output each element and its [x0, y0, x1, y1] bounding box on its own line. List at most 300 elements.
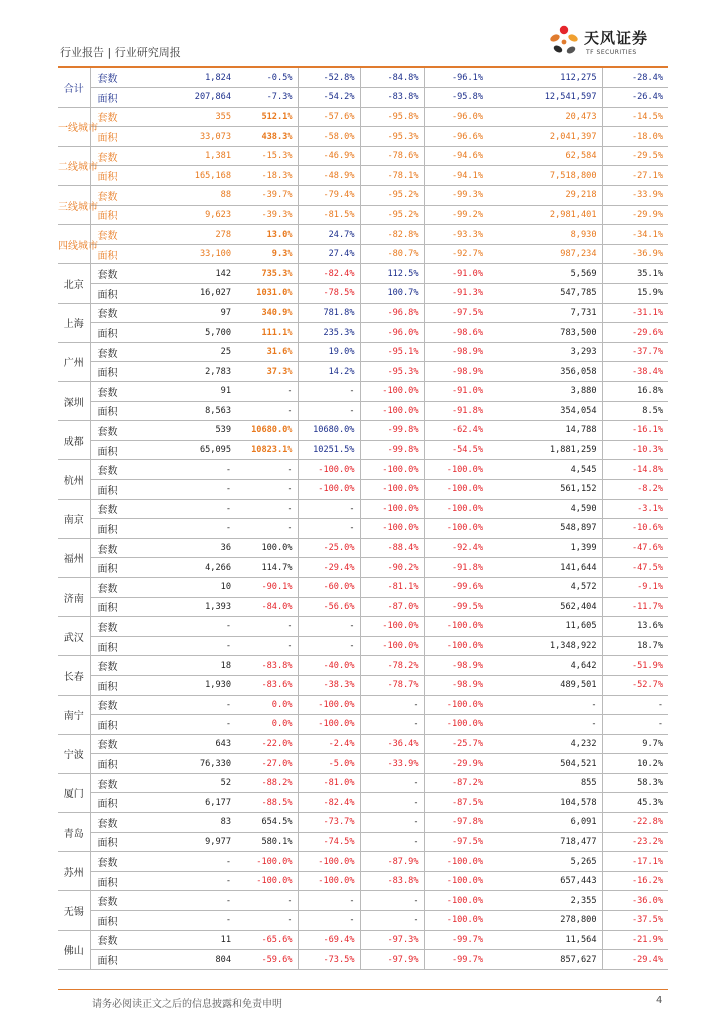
change-cell: - [360, 695, 424, 715]
weekly-volume-cell: - [145, 852, 236, 872]
metric-cell: 面积 [90, 597, 145, 617]
change-cell: 10680.0% [298, 421, 360, 441]
change-cell: -95.2% [360, 205, 424, 225]
change-cell: -99.8% [360, 421, 424, 441]
metric-cell: 套数 [90, 342, 145, 362]
ytd-volume-cell: 1,399 [488, 538, 602, 558]
change-cell: -29.4% [298, 558, 360, 578]
table-row [58, 127, 668, 147]
table-row [58, 68, 668, 88]
ytd-volume-cell: 489,501 [488, 675, 602, 695]
ytd-change-cell: -16.2% [602, 871, 668, 891]
change-cell: - [360, 813, 424, 833]
change-cell: 37.3% [236, 362, 298, 382]
change-cell: 735.3% [236, 264, 298, 284]
ytd-change-cell: 18.7% [602, 636, 668, 656]
change-cell: 9.3% [236, 244, 298, 264]
table-row [58, 186, 668, 206]
ytd-change-cell: -27.1% [602, 166, 668, 186]
metric-cell: 套数 [90, 421, 145, 441]
table-row [58, 205, 668, 225]
ytd-volume-cell: 562,404 [488, 597, 602, 617]
table-row [58, 891, 668, 911]
change-cell: -79.4% [298, 186, 360, 206]
change-cell: -100.0% [424, 891, 488, 911]
weekly-volume-cell: - [145, 636, 236, 656]
change-cell: 438.3% [236, 127, 298, 147]
change-cell: -90.1% [236, 577, 298, 597]
ytd-volume-cell: 783,500 [488, 323, 602, 343]
ytd-change-cell: -52.7% [602, 675, 668, 695]
weekly-volume-cell: 76,330 [145, 754, 236, 774]
ytd-volume-cell: 3,293 [488, 342, 602, 362]
change-cell: -78.6% [360, 146, 424, 166]
table-row [58, 401, 668, 421]
weekly-volume-cell: 355 [145, 107, 236, 127]
change-cell: -100.0% [424, 911, 488, 931]
change-cell: -78.2% [360, 656, 424, 676]
change-cell: -97.9% [360, 950, 424, 970]
ytd-volume-cell: 20,473 [488, 107, 602, 127]
ytd-change-cell: - [602, 695, 668, 715]
table-row [58, 88, 668, 108]
change-cell: -54.5% [424, 440, 488, 460]
change-cell: 340.9% [236, 303, 298, 323]
change-cell: -94.1% [424, 166, 488, 186]
metric-cell: 套数 [90, 773, 145, 793]
change-cell: 1031.0% [236, 284, 298, 304]
ytd-change-cell: -23.2% [602, 832, 668, 852]
change-cell: -7.3% [236, 88, 298, 108]
metric-cell: 面积 [90, 519, 145, 539]
change-cell: -99.8% [360, 440, 424, 460]
table-row [58, 675, 668, 695]
change-cell: -98.6% [424, 323, 488, 343]
change-cell: - [360, 911, 424, 931]
weekly-volume-cell: 5,700 [145, 323, 236, 343]
change-cell: -96.8% [360, 303, 424, 323]
ytd-volume-cell: 4,232 [488, 734, 602, 754]
change-cell: -91.0% [424, 264, 488, 284]
change-cell: -97.5% [424, 832, 488, 852]
ytd-change-cell: -47.5% [602, 558, 668, 578]
report-category: 行业报告 | 行业研究周报 [60, 46, 181, 59]
metric-cell: 套数 [90, 460, 145, 480]
change-cell: -73.5% [298, 950, 360, 970]
ytd-volume-cell: 4,642 [488, 656, 602, 676]
change-cell: -91.0% [424, 382, 488, 402]
ytd-change-cell: -37.5% [602, 911, 668, 931]
metric-cell: 面积 [90, 636, 145, 656]
ytd-volume-cell: 11,564 [488, 930, 602, 950]
table-row [58, 558, 668, 578]
change-cell: - [236, 499, 298, 519]
change-cell: -82.8% [360, 225, 424, 245]
weekly-volume-cell: - [145, 695, 236, 715]
ytd-volume-cell: 4,590 [488, 499, 602, 519]
change-cell: 235.3% [298, 323, 360, 343]
change-cell: -82.4% [298, 793, 360, 813]
ytd-volume-cell: 14,788 [488, 421, 602, 441]
ytd-volume-cell: 504,521 [488, 754, 602, 774]
metric-cell: 面积 [90, 479, 145, 499]
ytd-volume-cell: - [488, 715, 602, 735]
ytd-volume-cell: 657,443 [488, 871, 602, 891]
change-cell: -93.3% [424, 225, 488, 245]
change-cell: -91.8% [424, 558, 488, 578]
change-cell: -18.3% [236, 166, 298, 186]
metric-cell: 套数 [90, 813, 145, 833]
change-cell: -83.6% [236, 675, 298, 695]
change-cell: 100.7% [360, 284, 424, 304]
ytd-volume-cell: 356,058 [488, 362, 602, 382]
ytd-volume-cell: 112,275 [488, 68, 602, 88]
change-cell: -99.7% [424, 950, 488, 970]
ytd-volume-cell: 2,981,401 [488, 205, 602, 225]
ytd-volume-cell: 8,930 [488, 225, 602, 245]
metric-cell: 套数 [90, 68, 145, 88]
change-cell: -58.0% [298, 127, 360, 147]
change-cell: -98.9% [424, 675, 488, 695]
change-cell: -100.0% [424, 636, 488, 656]
change-cell: - [298, 911, 360, 931]
region-cell: 青岛 [58, 813, 90, 852]
change-cell: - [236, 617, 298, 637]
change-cell: - [298, 891, 360, 911]
weekly-volume-cell: - [145, 617, 236, 637]
metric-cell: 面积 [90, 401, 145, 421]
ytd-volume-cell: 4,545 [488, 460, 602, 480]
change-cell: -97.3% [360, 930, 424, 950]
change-cell: -98.9% [424, 342, 488, 362]
change-cell: -36.4% [360, 734, 424, 754]
change-cell: 112.5% [360, 264, 424, 284]
weekly-volume-cell: 25 [145, 342, 236, 362]
change-cell: -99.6% [424, 577, 488, 597]
metric-cell: 面积 [90, 675, 145, 695]
ytd-change-cell: -34.1% [602, 225, 668, 245]
ytd-volume-cell: 6,091 [488, 813, 602, 833]
weekly-volume-cell: 165,168 [145, 166, 236, 186]
table-row [58, 421, 668, 441]
metric-cell: 套数 [90, 382, 145, 402]
table-row [58, 852, 668, 872]
ytd-change-cell: - [602, 715, 668, 735]
change-cell: -100.0% [236, 852, 298, 872]
metric-cell: 面积 [90, 950, 145, 970]
metric-cell: 套数 [90, 538, 145, 558]
table-row [58, 538, 668, 558]
page-number: 4 [656, 995, 663, 1006]
change-cell: 512.1% [236, 107, 298, 127]
metric-cell: 面积 [90, 440, 145, 460]
weekly-volume-cell: - [145, 460, 236, 480]
change-cell: -82.4% [298, 264, 360, 284]
weekly-volume-cell: 1,381 [145, 146, 236, 166]
region-cell: 济南 [58, 577, 90, 616]
change-cell: -91.3% [424, 284, 488, 304]
ytd-change-cell: -3.1% [602, 499, 668, 519]
change-cell: -78.1% [360, 166, 424, 186]
table-row [58, 519, 668, 539]
ytd-volume-cell: 718,477 [488, 832, 602, 852]
change-cell: - [298, 401, 360, 421]
metric-cell: 面积 [90, 832, 145, 852]
table-row [58, 911, 668, 931]
change-cell: -40.0% [298, 656, 360, 676]
metric-cell: 面积 [90, 205, 145, 225]
housing-sales-table [58, 68, 668, 970]
change-cell: -27.0% [236, 754, 298, 774]
change-cell: -100.0% [298, 460, 360, 480]
table-body [58, 68, 668, 969]
change-cell: -90.2% [360, 558, 424, 578]
change-cell: 0.0% [236, 695, 298, 715]
ytd-change-cell: 15.9% [602, 284, 668, 304]
change-cell: - [360, 793, 424, 813]
table-row [58, 695, 668, 715]
ytd-volume-cell: 3,880 [488, 382, 602, 402]
ytd-change-cell: -47.6% [602, 538, 668, 558]
change-cell: 580.1% [236, 832, 298, 852]
table-row [58, 597, 668, 617]
table-row [58, 715, 668, 735]
weekly-volume-cell: 52 [145, 773, 236, 793]
change-cell: -100.0% [360, 636, 424, 656]
region-cell: 厦门 [58, 773, 90, 812]
metric-cell: 面积 [90, 558, 145, 578]
ytd-volume-cell: 354,054 [488, 401, 602, 421]
weekly-volume-cell: 33,100 [145, 244, 236, 264]
weekly-volume-cell: 10 [145, 577, 236, 597]
change-cell: -92.4% [424, 538, 488, 558]
change-cell: -83.8% [360, 88, 424, 108]
change-cell: -74.5% [298, 832, 360, 852]
change-cell: -100.0% [424, 479, 488, 499]
metric-cell: 面积 [90, 284, 145, 304]
metric-cell: 套数 [90, 734, 145, 754]
change-cell: 14.2% [298, 362, 360, 382]
weekly-volume-cell: 91 [145, 382, 236, 402]
table-row [58, 362, 668, 382]
table-row [58, 342, 668, 362]
change-cell: 0.0% [236, 715, 298, 735]
metric-cell: 套数 [90, 264, 145, 284]
disclaimer-text: 请务必阅读正文之后的信息披露和免责申明 [92, 999, 282, 1010]
change-cell: -81.1% [360, 577, 424, 597]
change-cell: 10680.0% [236, 421, 298, 441]
change-cell: -95.3% [360, 127, 424, 147]
change-cell: -100.0% [424, 499, 488, 519]
ytd-volume-cell: 1,881,259 [488, 440, 602, 460]
region-cell: 上海 [58, 303, 90, 342]
region-cell: 苏州 [58, 852, 90, 891]
region-cell: 北京 [58, 264, 90, 303]
ytd-volume-cell: 561,152 [488, 479, 602, 499]
weekly-volume-cell: 97 [145, 303, 236, 323]
change-cell: -97.5% [424, 303, 488, 323]
ytd-change-cell: -8.2% [602, 479, 668, 499]
change-cell: -25.0% [298, 538, 360, 558]
ytd-change-cell: -22.8% [602, 813, 668, 833]
change-cell: -46.9% [298, 146, 360, 166]
page-header [58, 22, 668, 64]
weekly-volume-cell: - [145, 715, 236, 735]
ytd-volume-cell: 548,897 [488, 519, 602, 539]
ytd-volume-cell: 5,265 [488, 852, 602, 872]
change-cell: -54.2% [298, 88, 360, 108]
ytd-volume-cell: 29,218 [488, 186, 602, 206]
change-cell: -88.4% [360, 538, 424, 558]
metric-cell: 套数 [90, 656, 145, 676]
ytd-change-cell: -38.4% [602, 362, 668, 382]
footer-divider [58, 989, 668, 990]
weekly-volume-cell: 11 [145, 930, 236, 950]
metric-cell: 面积 [90, 793, 145, 813]
ytd-change-cell: -29.6% [602, 323, 668, 343]
metric-cell: 套数 [90, 303, 145, 323]
table-row [58, 284, 668, 304]
weekly-volume-cell: 207,864 [145, 88, 236, 108]
table-row [58, 244, 668, 264]
ytd-volume-cell: 12,541,597 [488, 88, 602, 108]
change-cell: -100.0% [424, 852, 488, 872]
ytd-change-cell: -31.1% [602, 303, 668, 323]
change-cell: - [236, 911, 298, 931]
change-cell: -95.8% [360, 107, 424, 127]
change-cell: - [360, 773, 424, 793]
metric-cell: 套数 [90, 891, 145, 911]
weekly-volume-cell: 278 [145, 225, 236, 245]
change-cell: -84.0% [236, 597, 298, 617]
weekly-volume-cell: 16,027 [145, 284, 236, 304]
table-row [58, 382, 668, 402]
table-row [58, 440, 668, 460]
change-cell: 13.0% [236, 225, 298, 245]
weekly-volume-cell: 539 [145, 421, 236, 441]
change-cell: - [298, 499, 360, 519]
ytd-volume-cell: 11,605 [488, 617, 602, 637]
change-cell: -69.4% [298, 930, 360, 950]
change-cell: -96.1% [424, 68, 488, 88]
table-row [58, 460, 668, 480]
ytd-change-cell: -26.4% [602, 88, 668, 108]
change-cell: -100.0% [360, 617, 424, 637]
metric-cell: 套数 [90, 577, 145, 597]
weekly-volume-cell: 65,095 [145, 440, 236, 460]
change-cell: -87.9% [360, 852, 424, 872]
ytd-volume-cell: 104,578 [488, 793, 602, 813]
change-cell: 24.7% [298, 225, 360, 245]
change-cell: -100.0% [424, 617, 488, 637]
change-cell: -92.7% [424, 244, 488, 264]
change-cell: -56.6% [298, 597, 360, 617]
change-cell: -100.0% [360, 460, 424, 480]
ytd-change-cell: -33.9% [602, 186, 668, 206]
weekly-volume-cell: - [145, 891, 236, 911]
table-row [58, 323, 668, 343]
change-cell: -52.8% [298, 68, 360, 88]
weekly-volume-cell: 88 [145, 186, 236, 206]
ytd-volume-cell: 62,584 [488, 146, 602, 166]
change-cell: -100.0% [298, 695, 360, 715]
table-row [58, 793, 668, 813]
change-cell: -99.7% [424, 930, 488, 950]
metric-cell: 套数 [90, 852, 145, 872]
ytd-change-cell: -18.0% [602, 127, 668, 147]
change-cell: -100.0% [424, 519, 488, 539]
weekly-volume-cell: 1,393 [145, 597, 236, 617]
metric-cell: 套数 [90, 695, 145, 715]
change-cell: - [236, 382, 298, 402]
change-cell: -95.1% [360, 342, 424, 362]
weekly-volume-cell: 36 [145, 538, 236, 558]
ytd-change-cell: 8.5% [602, 401, 668, 421]
logo-flower-icon [546, 24, 584, 60]
change-cell: 10823.1% [236, 440, 298, 460]
weekly-volume-cell: 6,177 [145, 793, 236, 813]
ytd-change-cell: -36.0% [602, 891, 668, 911]
change-cell: -99.3% [424, 186, 488, 206]
weekly-volume-cell: 1,824 [145, 68, 236, 88]
change-cell: -100.0% [360, 382, 424, 402]
change-cell: -29.9% [424, 754, 488, 774]
ytd-volume-cell: 7,518,800 [488, 166, 602, 186]
change-cell: -96.0% [424, 107, 488, 127]
ytd-change-cell: -28.4% [602, 68, 668, 88]
change-cell: -100.0% [360, 519, 424, 539]
change-cell: -100.0% [236, 871, 298, 891]
weekly-volume-cell: - [145, 871, 236, 891]
change-cell: -97.8% [424, 813, 488, 833]
ytd-change-cell: 58.3% [602, 773, 668, 793]
metric-cell: 面积 [90, 715, 145, 735]
region-cell: 深圳 [58, 382, 90, 421]
table-row [58, 950, 668, 970]
metric-cell: 套数 [90, 186, 145, 206]
change-cell: -88.5% [236, 793, 298, 813]
table-row [58, 225, 668, 245]
metric-cell: 面积 [90, 323, 145, 343]
change-cell: - [298, 617, 360, 637]
metric-cell: 面积 [90, 244, 145, 264]
change-cell: -62.4% [424, 421, 488, 441]
metric-cell: 面积 [90, 754, 145, 774]
ytd-change-cell: -29.5% [602, 146, 668, 166]
change-cell: -81.0% [298, 773, 360, 793]
change-cell: -87.2% [424, 773, 488, 793]
region-cell: 四线城市 [58, 225, 90, 264]
metric-cell: 套数 [90, 225, 145, 245]
table-row [58, 166, 668, 186]
ytd-change-cell: -14.8% [602, 460, 668, 480]
metric-cell: 面积 [90, 362, 145, 382]
weekly-volume-cell: 8,563 [145, 401, 236, 421]
ytd-volume-cell: 547,785 [488, 284, 602, 304]
change-cell: -73.7% [298, 813, 360, 833]
metric-cell: 面积 [90, 871, 145, 891]
region-cell: 一线城市 [58, 107, 90, 146]
region-cell: 杭州 [58, 460, 90, 499]
ytd-change-cell: 35.1% [602, 264, 668, 284]
ytd-change-cell: -36.9% [602, 244, 668, 264]
change-cell: 27.4% [298, 244, 360, 264]
change-cell: -87.5% [424, 793, 488, 813]
change-cell: -95.8% [424, 88, 488, 108]
change-cell: -60.0% [298, 577, 360, 597]
region-cell: 合计 [58, 68, 90, 107]
change-cell: - [298, 382, 360, 402]
